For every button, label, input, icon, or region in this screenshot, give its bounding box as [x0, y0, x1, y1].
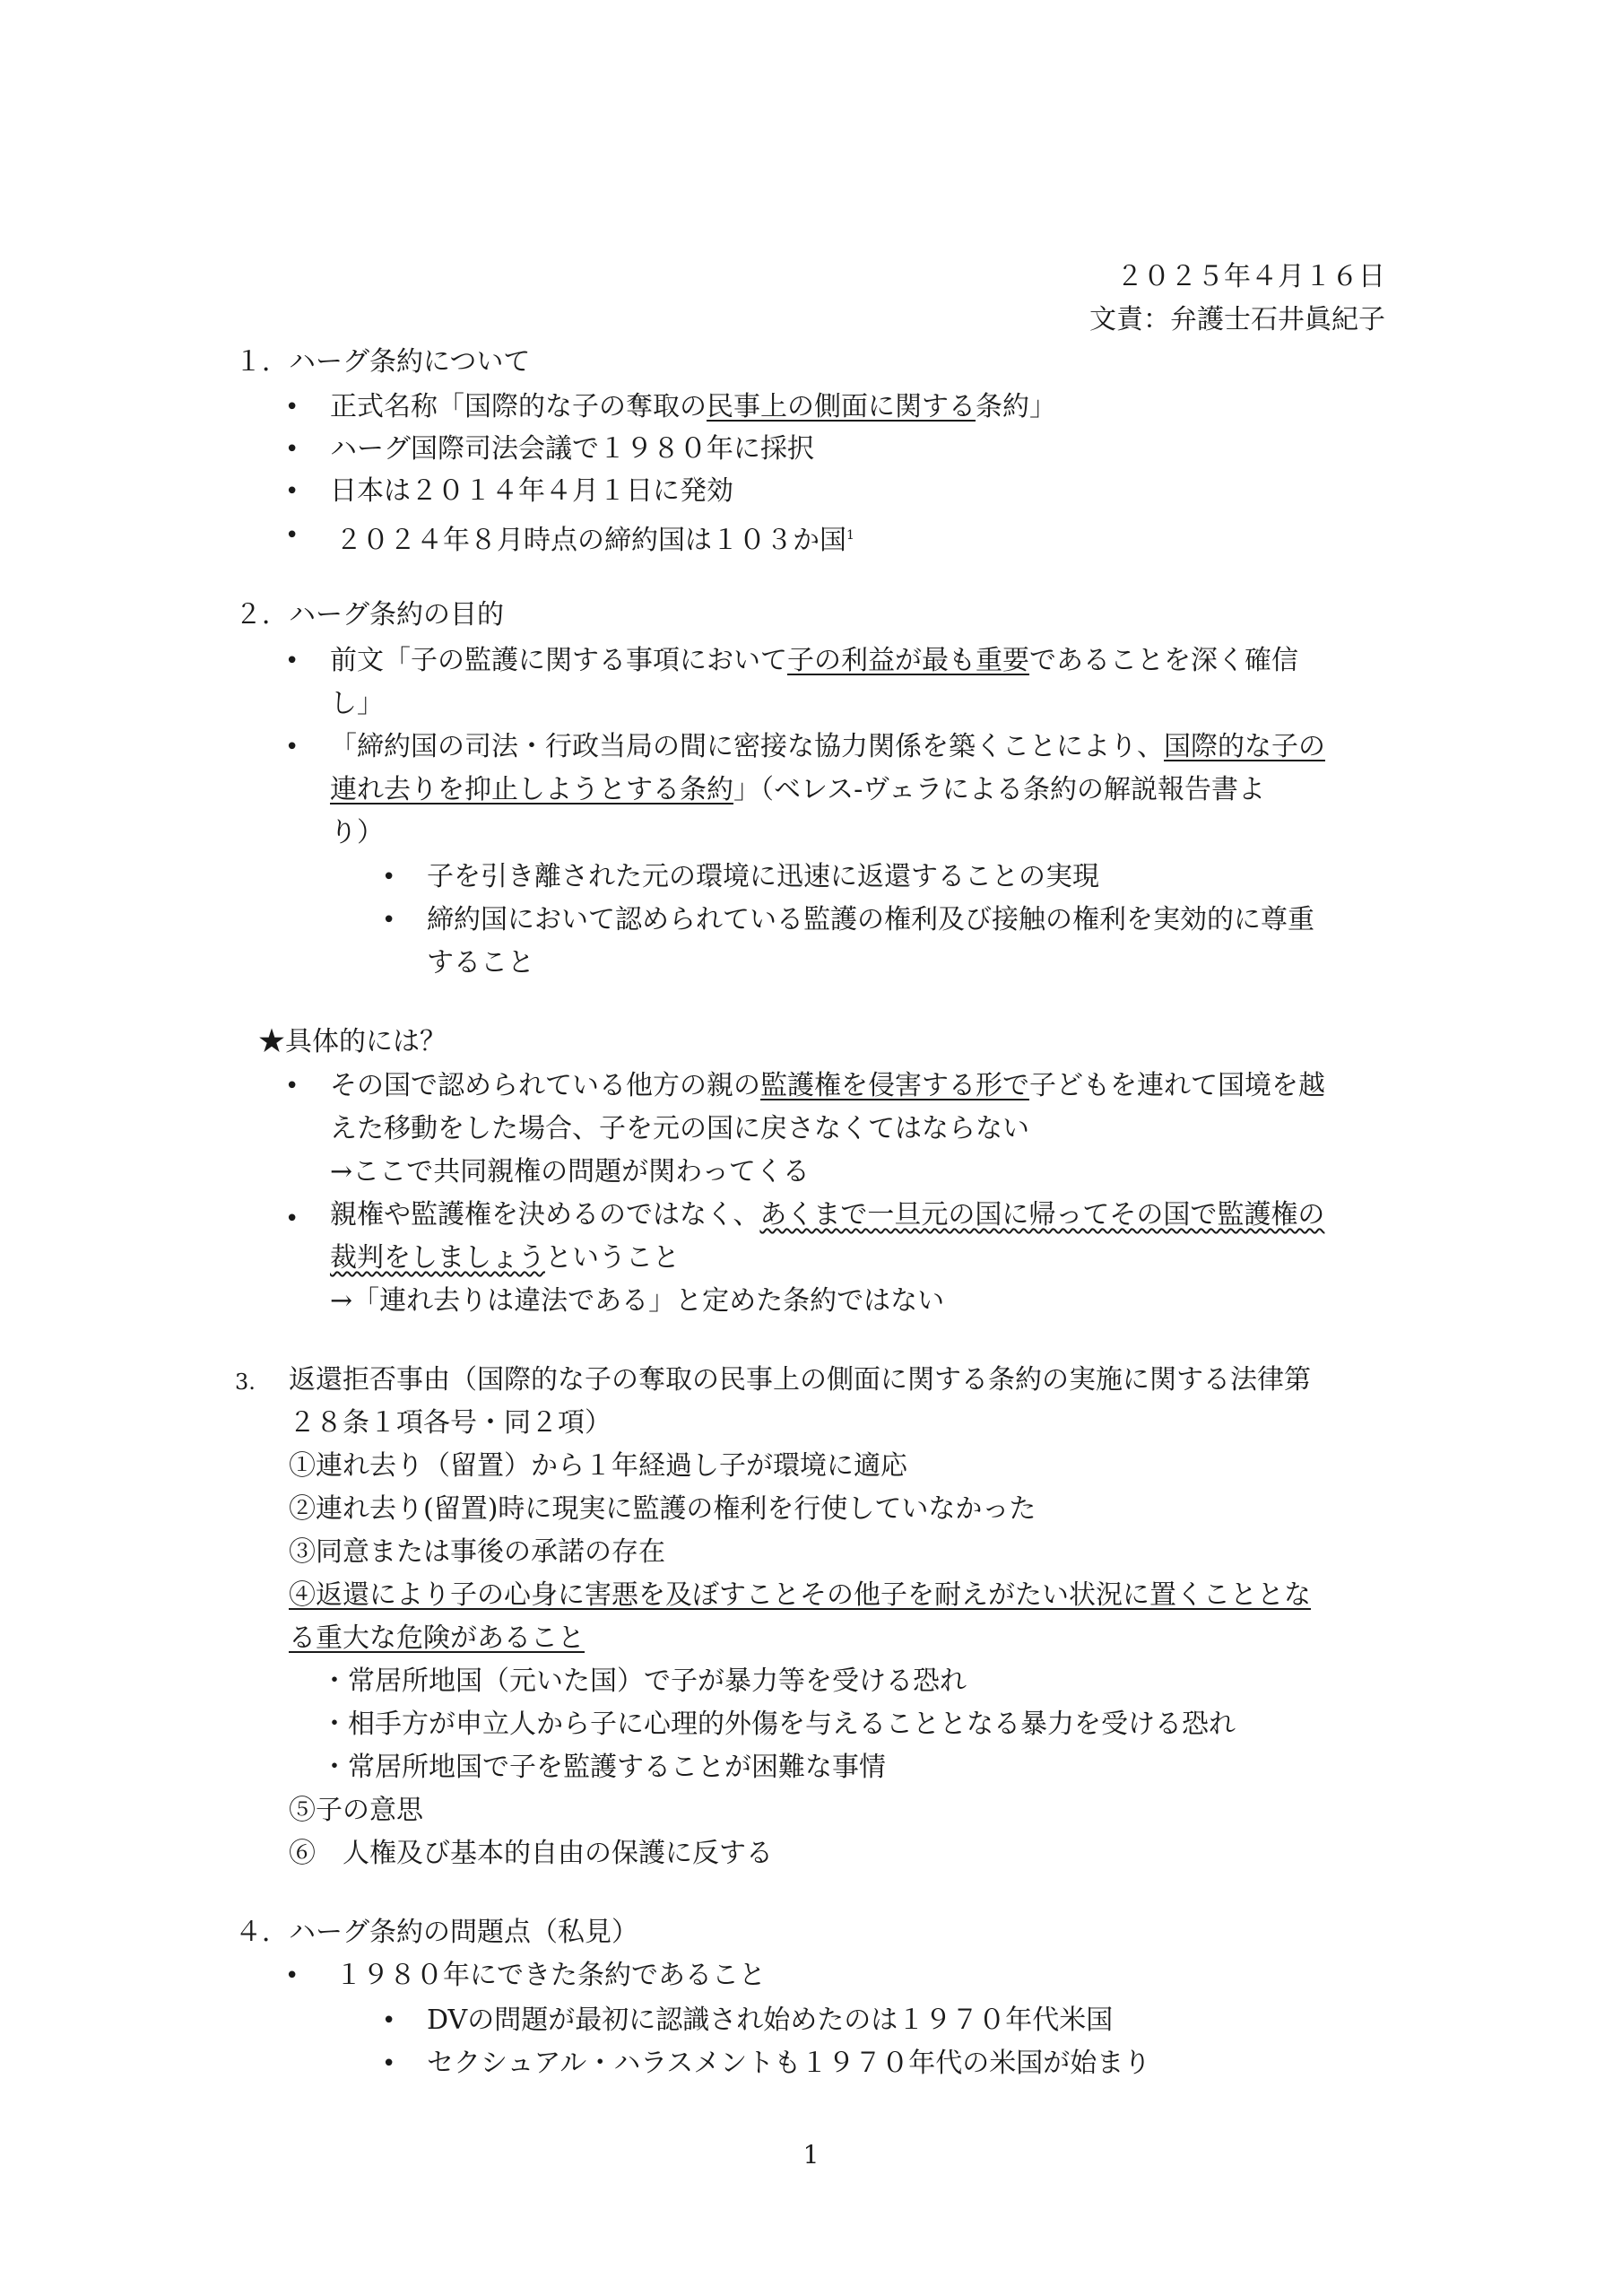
section-3-line-2: ２８条１項各号・同２項）	[289, 1407, 612, 1439]
bullet-icon: •	[285, 394, 299, 421]
section-3-line-1: 返還拒否事由（国際的な子の奪取の民事上の側面に関する条約の実施に関する法律第	[289, 1364, 1311, 1396]
footnote-marker: 1	[846, 528, 854, 543]
s3-reason-4-sub-2: ・相手方が申立人から子に心理的外傷を与えることとなる暴力を受ける恐れ	[321, 1709, 1236, 1740]
concrete-item-1-line-2: えた移動をした場合、子を元の国に戻さなくてはならない	[330, 1113, 1029, 1144]
s1-item-4: ２０２４年８月時点の締約国は１０３か国$^1$	[335, 525, 854, 556]
section-1-heading: １．ハーグ条約について	[235, 346, 531, 378]
s3-reason-5: ⑤子の意思	[289, 1795, 423, 1826]
s1-item-1: 正式名称「国際的な子の奪取の民事上の側面に関する条約」	[330, 391, 1056, 422]
bullet-icon: •	[382, 864, 396, 891]
s2-item-2-line-2: 連れ去りを抑止しようとする条約」（ベレス-ヴェラによる条約の解説報告書よ	[330, 774, 1266, 805]
s3-reason-4-sub-3: ・常居所地国で子を監護することが困難な事情	[321, 1752, 886, 1783]
bullet-icon: •	[285, 734, 299, 761]
s3-reason-3: ③同意または事後の承諾の存在	[289, 1536, 665, 1568]
bullet-icon: •	[285, 478, 299, 505]
s3-reason-2: ②連れ去り(留置)時に現実に監護の権利を行使していなかった	[289, 1493, 1037, 1525]
bullet-icon: •	[285, 648, 299, 674]
s2-item-1-line-2: し」	[330, 688, 384, 719]
concrete-heading: ★具体的には？	[258, 1026, 447, 1057]
s2-subitem-1: 子を引き離された元の環境に迅速に返還することの実現	[427, 861, 1099, 892]
s2-item-2-line-3: り）	[330, 817, 384, 848]
bullet-icon: •	[285, 1205, 299, 1232]
concrete-item-2-line-3: →「連れ去りは違法である」と定めた条約ではない	[330, 1285, 945, 1317]
bullet-icon: •	[382, 2050, 396, 2077]
s3-reason-4-line-2: る重大な危険があること	[289, 1622, 585, 1654]
bullet-icon: •	[382, 2007, 396, 2034]
bullet-icon: •	[285, 1962, 299, 1989]
s4-subitem-1: DVの問題が最初に認識され始めたのは１９７０年代米国	[427, 2005, 1114, 2036]
bullet-icon: •	[382, 907, 396, 934]
section-3-number: 3.	[235, 1370, 256, 1395]
concrete-item-2-line-2: 裁判をしましょうということ	[330, 1242, 680, 1274]
bullet-icon: •	[285, 522, 299, 549]
s4-subitem-2: セクシュアル・ハラスメントも１９７０年代の米国が始まり	[427, 2048, 1151, 2079]
page-number: 1	[802, 2140, 820, 2170]
s2-subitem-2-line-2: すること	[427, 947, 534, 978]
concrete-item-2-line-1: 親権や監護権を決めるのではなく、あくまで一旦元の国に帰ってその国で監護権の	[330, 1199, 1325, 1231]
s1-item-3: 日本は２０１４年４月１日に発効	[330, 475, 733, 507]
s2-item-1-line-1: 前文「子の監護に関する事項において子の利益が最も重要であることを深く確信	[330, 645, 1298, 676]
s3-reason-1: ①連れ去り（留置）から１年経過し子が環境に適応	[289, 1450, 907, 1482]
date-line: ２０２５年４月１６日	[1116, 261, 1385, 292]
s3-reason-4-line-1: ④返還により子の心身に害悪を及ぼすことその他子を耐えがたい状況に置くこととな	[289, 1579, 1311, 1611]
concrete-item-1-line-1: その国で認められている他方の親の監護権を侵害する形で子どもを連れて国境を越	[330, 1070, 1325, 1101]
s2-item-2-line-1: 「締約国の司法・行政当局の間に密接な協力関係を築くことにより、国際的な子の	[330, 731, 1325, 762]
s1-item-2: ハーグ国際司法会議で１９８０年に採択	[330, 433, 814, 465]
s3-reason-6: ⑥ 人権及び基本的自由の保護に反する	[289, 1838, 773, 1869]
section-2-heading: ２．ハーグ条約の目的	[235, 599, 504, 631]
bullet-icon: •	[285, 1073, 299, 1100]
s4-item-1: １９８０年にできた条約であること	[335, 1960, 766, 1991]
s3-reason-4-sub-1: ・常居所地国（元いた国）で子が暴力等を受ける恐れ	[321, 1665, 967, 1697]
bullet-icon: •	[285, 436, 299, 463]
s2-subitem-2-line-1: 締約国において認められている監護の権利及び接触の権利を実効的に尊重	[427, 904, 1314, 935]
author-line: 文責：弁護士石井眞紀子	[1089, 304, 1385, 335]
section-4-heading: ４．ハーグ条約の問題点（私見）	[235, 1917, 638, 1948]
concrete-item-1-line-3: →ここで共同親権の問題が関わってくる	[330, 1156, 810, 1187]
